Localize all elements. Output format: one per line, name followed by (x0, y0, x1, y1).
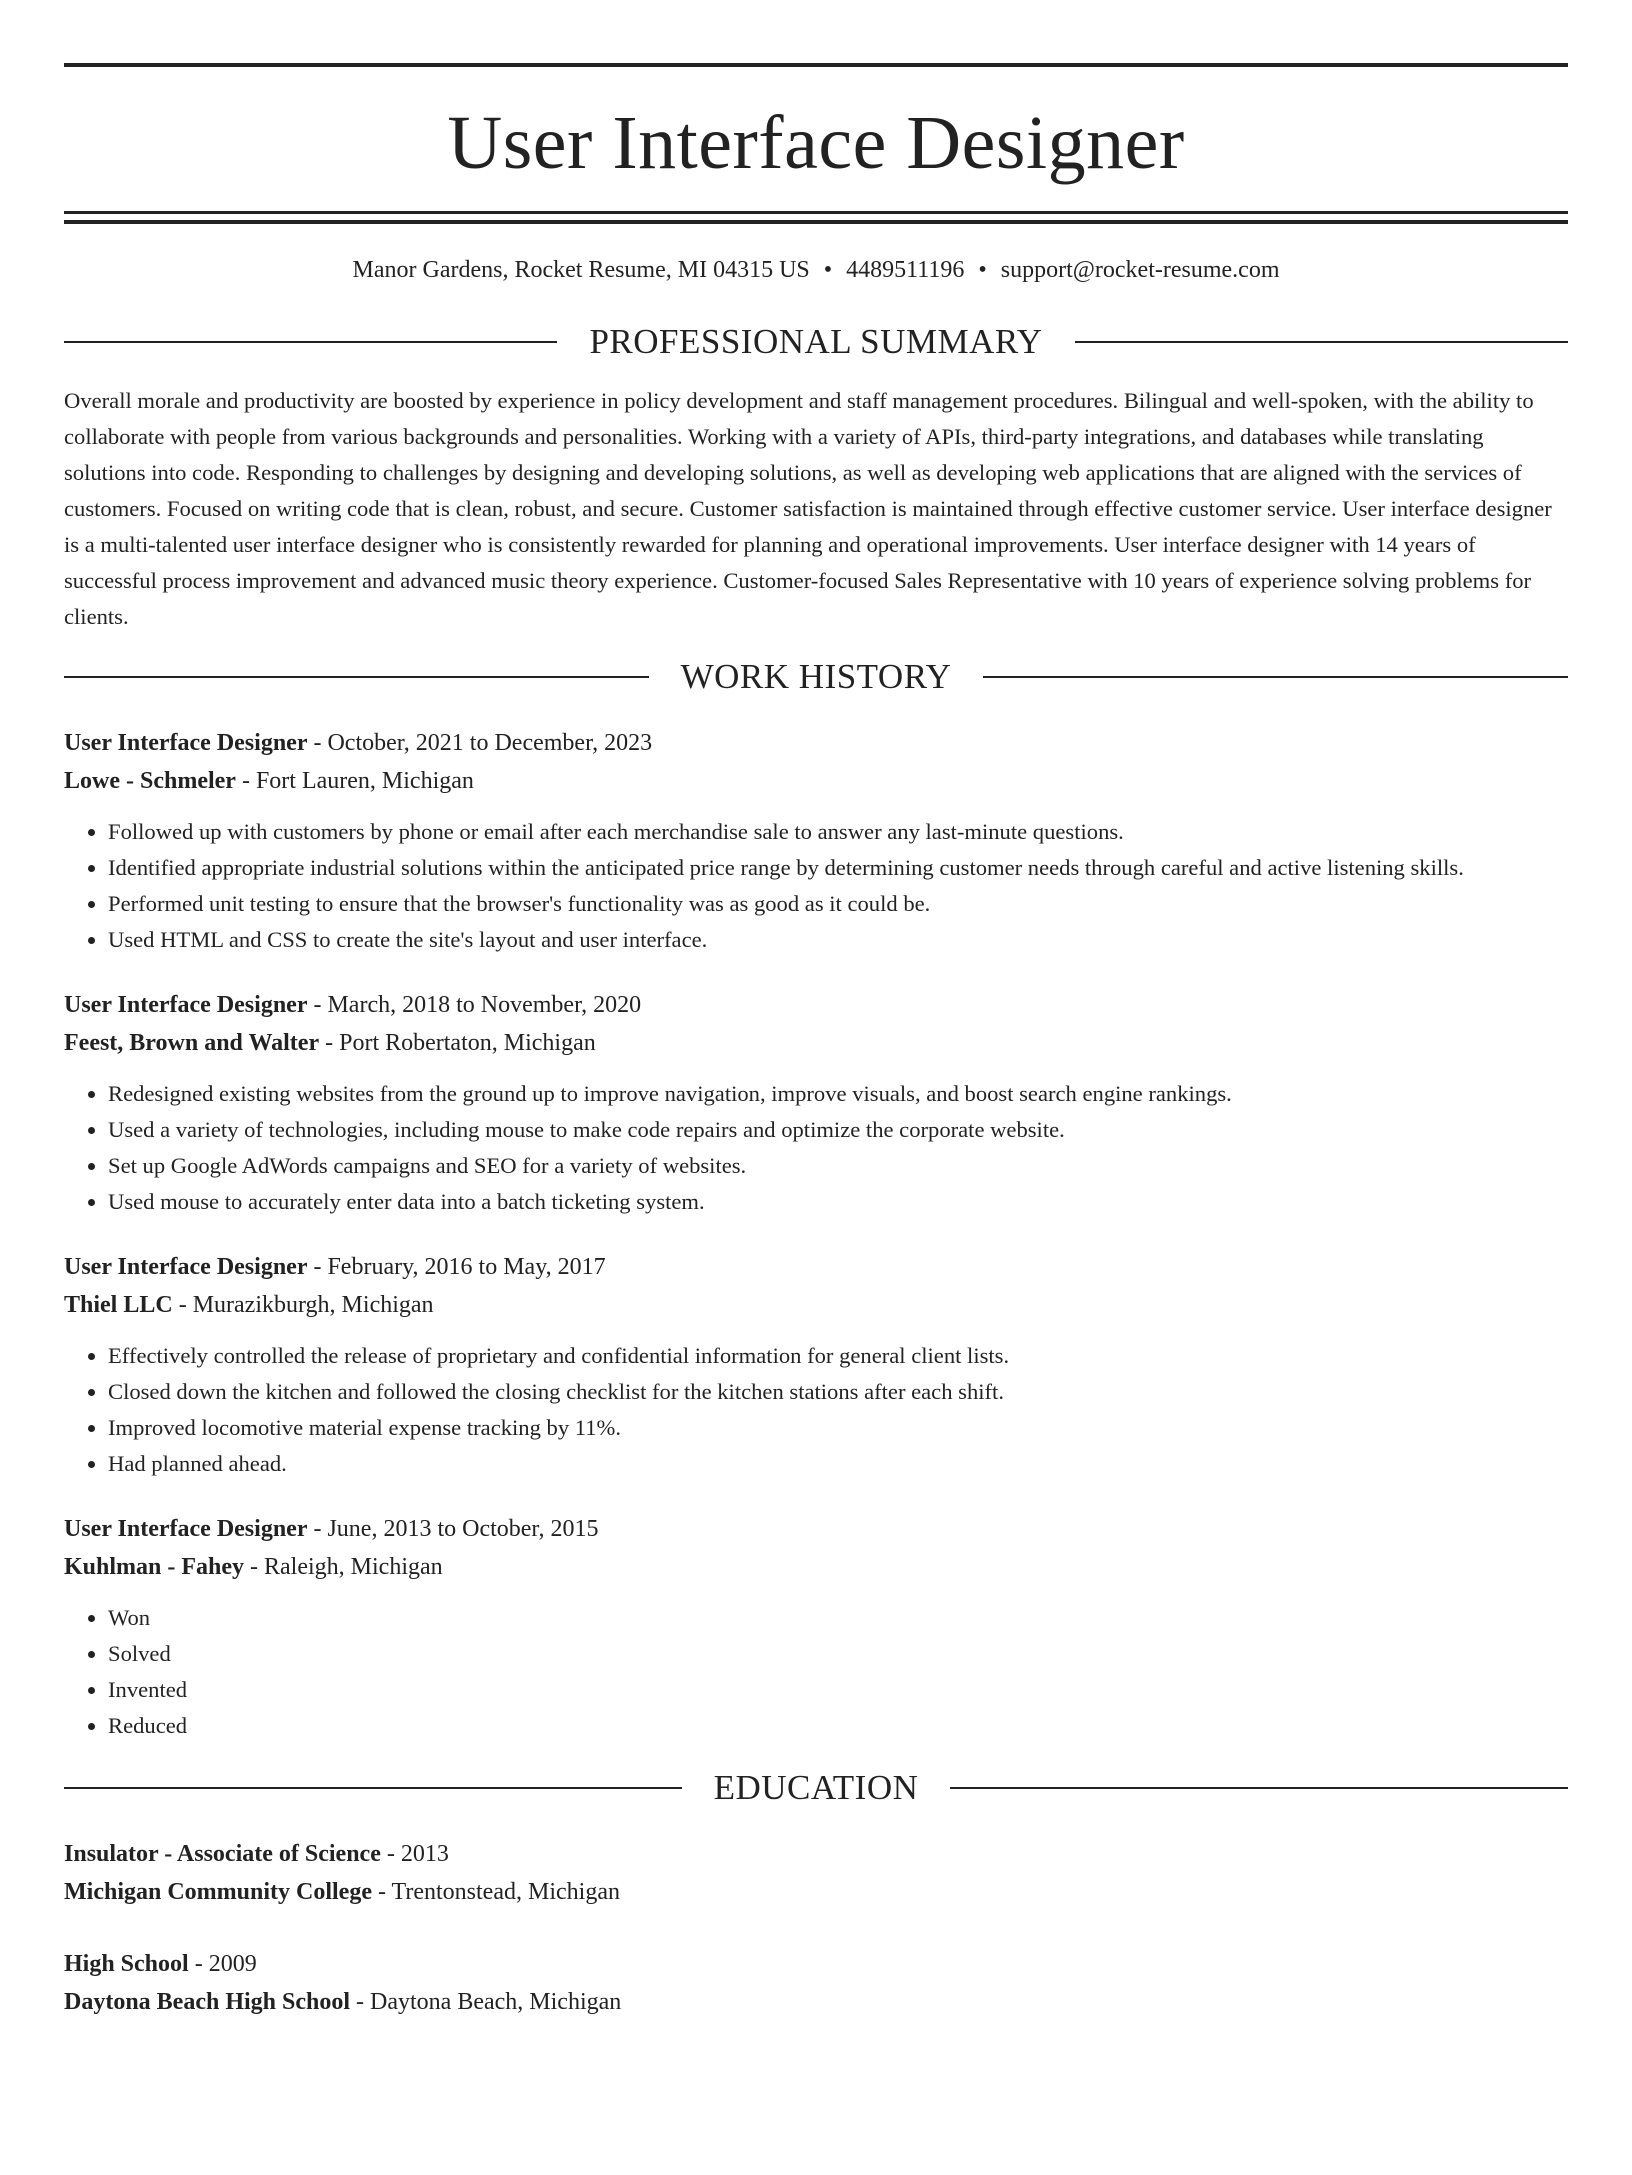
contact-phone: 4489511196 (846, 257, 965, 283)
job-bullets (64, 1600, 1568, 1744)
section-divider-left (64, 1787, 682, 1789)
job-company-line (64, 762, 1568, 800)
job-entry (64, 1248, 1568, 1482)
job-company: Lowe - Schmeler (64, 768, 236, 794)
contact-address: Manor Gardens, Rocket Resume, MI 04315 US (352, 257, 810, 283)
job-location: - Raleigh, Michigan (244, 1554, 443, 1580)
job-title-line (64, 986, 1568, 1024)
section-title: PROFESSIONAL SUMMARY (589, 322, 1043, 361)
job-bullets (64, 1338, 1568, 1482)
education-degree-line (64, 1945, 1568, 1983)
education-school-line (64, 1873, 1568, 1911)
job-title: User Interface Designer (64, 1516, 308, 1542)
job-title: User Interface Designer (64, 992, 308, 1018)
education-year: - 2009 (188, 1951, 257, 1977)
header-top-rule (64, 63, 1568, 67)
contact-email: support@rocket-resume.com (1000, 257, 1280, 283)
education-entry (64, 1945, 1568, 2021)
education-school-line (64, 1983, 1568, 2021)
job-title-line (64, 724, 1568, 762)
job-bullet: • Reduced (108, 1708, 1568, 1744)
job-title: User Interface Designer (64, 730, 308, 756)
job-bullet: • Set up Google AdWords campaigns and SEO for a variety of websites. (108, 1148, 1568, 1184)
education-section-header (64, 1770, 1568, 1805)
job-bullet: • Invented (108, 1672, 1568, 1708)
job-title-line (64, 1510, 1568, 1548)
job-bullet: • Followed up with customers by phone or email after each merchandise sale to answer any last-minute questions. (108, 814, 1568, 850)
header-double-rule (64, 211, 1568, 224)
education-degree: Insulator - Associate of Science (64, 1841, 381, 1867)
education-location: - Daytona Beach, Michigan (350, 1989, 622, 2015)
job-company: Kuhlman - Fahey (64, 1554, 245, 1580)
education-degree: High School (64, 1951, 189, 1977)
job-bullet: • Used HTML and CSS to create the site's layout and user interface. (108, 922, 1568, 958)
job-location: - Fort Lauren, Michigan (235, 768, 474, 794)
resume-title: User Interface Designer (447, 101, 1185, 185)
section-divider-right (983, 676, 1568, 678)
summary-section-header (64, 324, 1568, 359)
job-bullet: • Effectively controlled the release of proprietary and confidential information for general client lists. (108, 1338, 1568, 1374)
contact-separator: • (823, 257, 833, 283)
job-dates: - February, 2016 to May, 2017 (307, 1254, 606, 1280)
job-entry (64, 986, 1568, 1220)
job-dates: - March, 2018 to November, 2020 (307, 992, 642, 1018)
education-year: - 2013 (380, 1841, 449, 1867)
summary-text: Overall morale and productivity are boosted by experience in policy development and staff management procedures. Bilingual and well-spoken, with the ability to collaborate with people from various backgrounds and personalities. Working with a variety of APIs, third-party integrations, and databases while translating solutions into code. Responding to challenges by designing and developing solutions, as well as developing web applications that are aligned with the services of customers. Focused on writing code that is clean, robust, and secure. Customer satisfaction is maintained through effective customer service. User interface designer is a multi-talented user interface designer who is consistently rewarded for planning and operational improvements. User interface designer with 14 years of successful process improvement and advanced music theory experience. Customer-focused Sales Representative with 10 years of experience solving problems for clients. (64, 388, 1552, 629)
job-bullets (64, 1076, 1568, 1220)
job-bullet: • Redesigned existing websites from the ground up to improve navigation, improve visuals, and boost search engine rankings. (108, 1076, 1568, 1112)
job-title: User Interface Designer (64, 1254, 308, 1280)
job-entry (64, 724, 1568, 958)
job-bullet: • Used a variety of technologies, including mouse to make code repairs and optimize the corporate website. (108, 1112, 1568, 1148)
education-entry (64, 1835, 1568, 1911)
section-title: EDUCATION (713, 1768, 919, 1807)
job-bullet: • Improved locomotive material expense tracking by 11%. (108, 1410, 1568, 1446)
section-divider-right (1075, 341, 1568, 343)
job-bullet: • Used mouse to accurately enter data into a batch ticketing system. (108, 1184, 1568, 1220)
education-location: - Trentonstead, Michigan (371, 1879, 620, 1905)
job-location: - Port Robertaton, Michigan (319, 1030, 596, 1056)
contact-line (64, 258, 1568, 282)
job-bullet: • Performed unit testing to ensure that the browser's functionality was as good as it could be. (108, 886, 1568, 922)
job-company-line (64, 1024, 1568, 1062)
job-title-line (64, 1248, 1568, 1286)
section-divider-right (950, 1787, 1568, 1789)
education-degree-line (64, 1835, 1568, 1873)
job-bullet: • Had planned ahead. (108, 1446, 1568, 1482)
job-entry (64, 1510, 1568, 1744)
contact-separator: • (978, 257, 987, 283)
section-title: WORK HISTORY (680, 657, 952, 696)
work-section-header (64, 659, 1568, 694)
resume-page (0, 63, 1632, 2175)
section-divider-left (64, 676, 649, 678)
education-school: Daytona Beach High School (64, 1989, 351, 2015)
job-dates: - June, 2013 to October, 2015 (307, 1516, 599, 1542)
job-bullet: • Won (108, 1600, 1568, 1636)
work-history-list (64, 724, 1568, 1744)
job-company-line (64, 1286, 1568, 1324)
job-company: Feest, Brown and Walter (64, 1030, 320, 1056)
job-dates: - October, 2021 to December, 2023 (307, 730, 653, 756)
education-school: Michigan Community College (64, 1879, 372, 1905)
job-location: - Murazikburgh, Michigan (172, 1292, 434, 1318)
job-bullets (64, 814, 1568, 958)
job-bullet: • Closed down the kitchen and followed the closing checklist for the kitchen stations after each shift. (108, 1374, 1568, 1410)
job-bullet: • Identified appropriate industrial solutions within the anticipated price range by determining customer needs through careful and active listening skills. (108, 850, 1568, 886)
job-bullet: • Solved (108, 1636, 1568, 1672)
job-company: Thiel LLC (64, 1292, 173, 1318)
job-company-line (64, 1548, 1568, 1586)
section-divider-left (64, 341, 557, 343)
